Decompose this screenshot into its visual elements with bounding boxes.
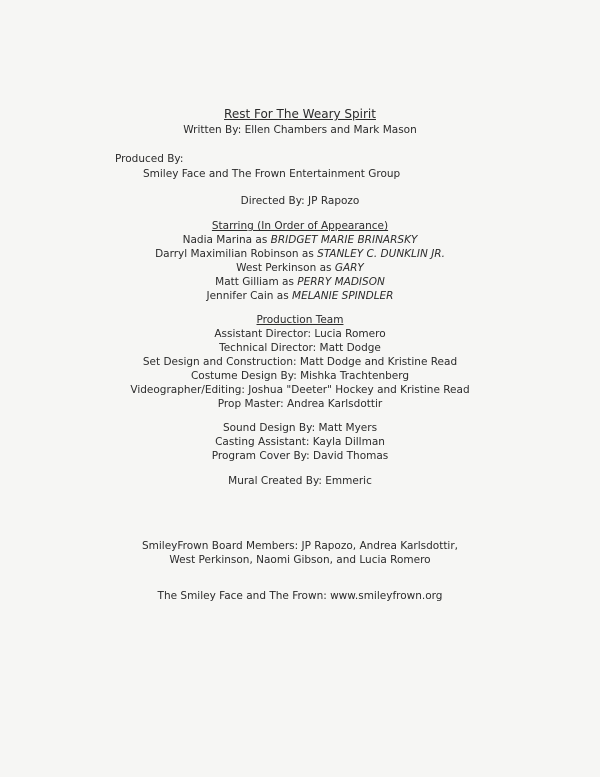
production-line: Casting Assistant: Kayla Dillman xyxy=(215,436,385,448)
starring-heading: Starring (In Order of Appearance) xyxy=(211,220,389,232)
mural-credit: Mural Created By: Emmeric xyxy=(228,475,372,487)
production-line: Set Design and Construction: Matt Dodge and Kristine Read xyxy=(142,356,458,368)
production-line: Assistant Director: Lucia Romero xyxy=(214,328,386,340)
cast-actor: Matt Gilliam as xyxy=(215,276,298,288)
cast-role: PERRY MADISON xyxy=(297,276,385,288)
production-line: Prop Master: Andrea Karlsdottir xyxy=(217,398,383,410)
cast-line xyxy=(0,262,600,275)
produced-by-label: Produced By: xyxy=(115,153,184,165)
cast-role: STANLEY C. DUNKLIN JR. xyxy=(317,248,445,260)
board-members-line: West Perkinson, Naomi Gibson, and Lucia Romero xyxy=(169,554,431,566)
production-line: Videographer/Editing: Joshua "Deeter" Hockey and Kristine Read xyxy=(130,384,470,396)
directed-by: Directed By: JP Rapozo xyxy=(240,195,360,207)
cast-line xyxy=(0,234,600,247)
cast-actor: Jennifer Cain as xyxy=(206,290,293,302)
production-line: Costume Design By: Mishka Trachtenberg xyxy=(190,370,410,382)
cast-actor: West Perkinson as xyxy=(236,262,335,274)
production-line: Technical Director: Matt Dodge xyxy=(219,342,381,354)
cast-actor: Nadia Marina as xyxy=(182,234,271,246)
board-members-line: SmileyFrown Board Members: JP Rapozo, Andrea Karlsdottir, xyxy=(141,540,459,552)
website-line: The Smiley Face and The Frown: www.smileyfrown.org xyxy=(157,590,443,602)
produced-by: Smiley Face and The Frown Entertainment Group xyxy=(143,168,401,180)
production-heading: Production Team xyxy=(256,314,344,326)
cast-role: MELANIE SPINDLER xyxy=(292,290,394,302)
cast-line xyxy=(0,290,600,303)
cast-role: GARY xyxy=(334,262,364,274)
written-by: Written By: Ellen Chambers and Mark Mason xyxy=(183,124,417,136)
cast-line xyxy=(0,276,600,289)
production-line: Program Cover By: David Thomas xyxy=(211,450,389,462)
cast-actor: Darryl Maximilian Robinson as xyxy=(155,248,318,260)
cast-role: BRIDGET MARIE BRINARSKY xyxy=(270,234,418,246)
page-title: Rest For The Weary Spirit xyxy=(224,107,376,121)
cast-line xyxy=(0,248,600,261)
production-line: Sound Design By: Matt Myers xyxy=(222,422,378,434)
